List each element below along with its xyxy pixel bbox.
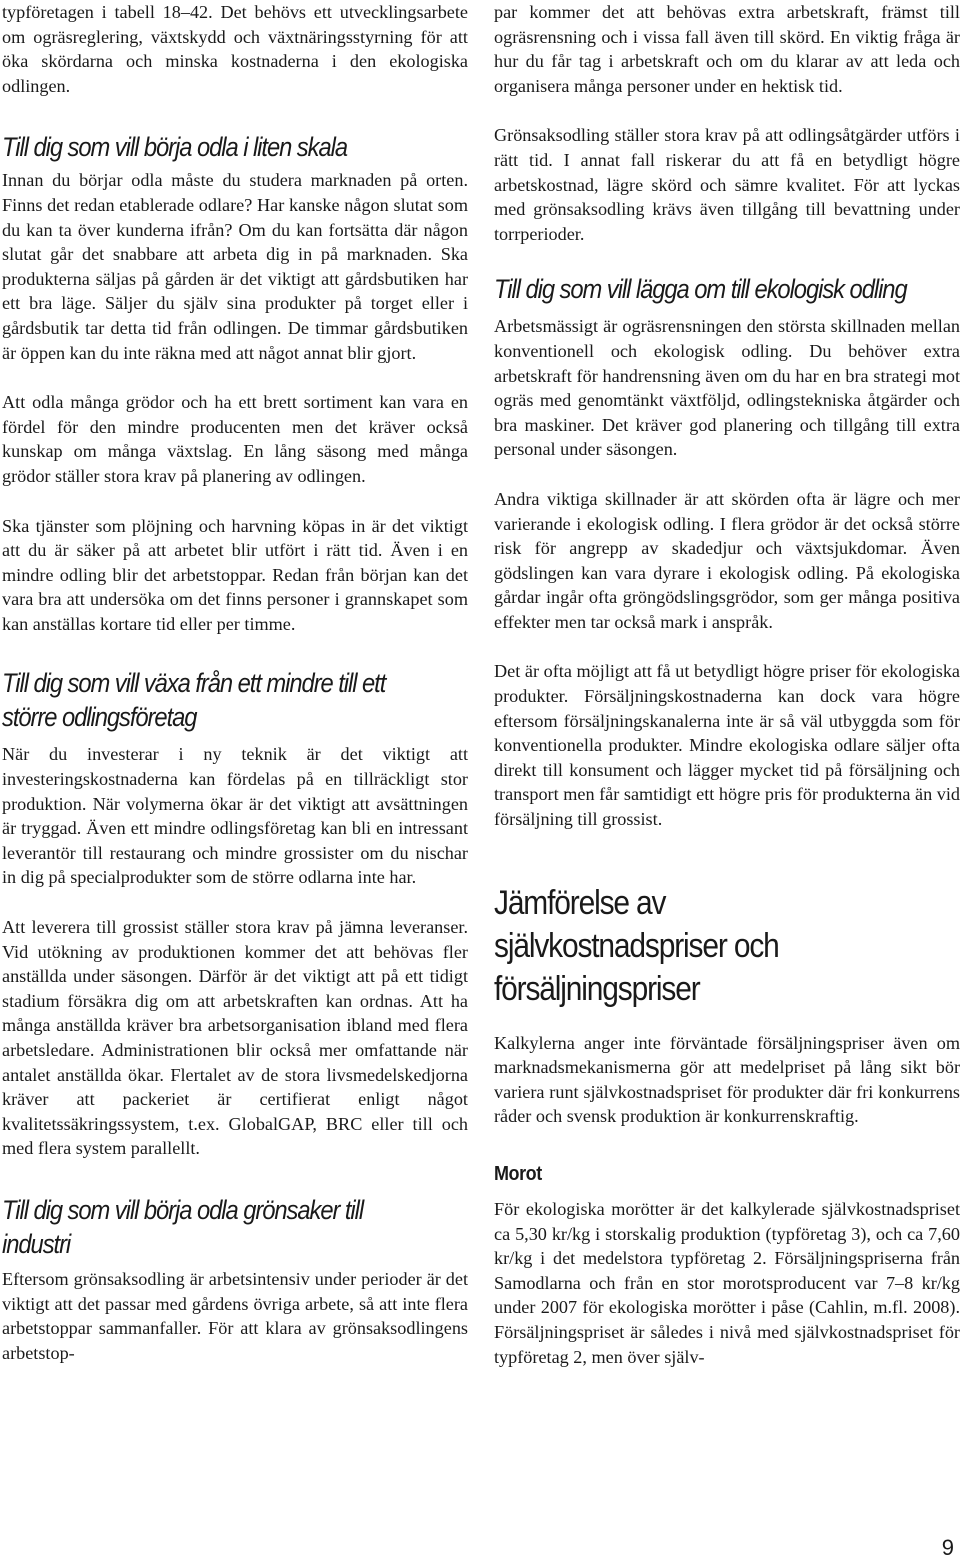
paragraph-continued: par kommer det att behövas extra arbetskraft, främst till ogräsrensning och i vissa fall även till skörd. En viktig fråga är hur du får tag i arbetskraft och om du klarar av att leda och organisera många personer under en hektisk tid. — [494, 2, 960, 96]
paragraph-continued-2: Grönsaksodling ställer stora krav på att odlingsåtgärder utförs i rätt tid. I annat fall riskerar du att få en betydligt högre arbetskostnad, lägre skörd och sämre kvalitet. För att lyckas med grönsaksodling krävs även tillgång till bevattning under torrperioder. — [494, 125, 960, 244]
paragraph-organic-3: Det är ofta möjligt att få ut betydligt högre priser för ekologiska produkter. Försäljningskostnaderna kan dock vara högre eftersom försäljningskanalerna inte är så väl utbyggda som för konventionella produkter. Mindre ekologiska odlare säljer ofta direkt till konsument och lägger mycket tid på försäljning och transport men får samtidigt ett högre pris för produkterna än vid försäljning till grossist. — [494, 661, 960, 830]
right-column — [494, 0, 960, 1369]
heading-organic: Till dig som vill lägga om till ekologisk odling — [494, 274, 907, 305]
heading-small-scale: Till dig som vill börja odla i liten skala — [2, 132, 348, 163]
paragraph-small-scale-2: Att odla många grödor och ha ett brett sortiment kan vara en fördel för den mindre producenten men det kräver också kunskap om många växtslag. En lång säsong med många grödor ställer stora krav på planering av odlingen. — [2, 392, 468, 486]
heading-comparison: Jämförelse av självkostnadspriser och försäljningspriser — [494, 883, 779, 1008]
paragraph-grow-2: Att leverera till grossist ställer stora krav på jämna leveranser. Vid utökning av produktionen kommer det att behövas fler anställda under säsongen. Därför är det viktigt att på ett tidigt stadium försäkra dig om att arbetskraften kan ordnas. Att ha många anställda kräver bra arbetsorganisation ibland med flera arbetsledare. Administrationen blir också mer omfattande när antalet anställda ökar. Flertalet av de stora livsmedelskedjorna kräver att packeriet är certifierat enligt något kvalitetssäkringssystem, t.ex. GlobalGAP, BRC eller till och med flera system parallellt. — [2, 917, 468, 1159]
heading-carrot: Morot — [494, 1163, 542, 1185]
paragraph-comparison: Kalkylerna anger inte förväntade försäljningspriser även om marknadsmekanismerna gör att medelpriset på lång sikt bör variera runt självkostnadspriset för produkter där fri konkurrens råder och svensk produktion är konkurrenskraftig. — [494, 1032, 960, 1127]
heading-industry: Till dig som vill börja odla grönsaker till industri — [2, 1194, 364, 1259]
page-number: 9 — [941, 1535, 954, 1560]
heading-grow: Till dig som vill växa från ett mindre till ett större odlingsföretag — [2, 668, 386, 733]
paragraph-intro: typföretagen i tabell 18–42. Det behövs ett utvecklingsarbete om ogräsreglering, växtskydd och växtnäringsstyrning för att öka skördarna och minska kostnaderna i den ekologiska odlingen. — [2, 2, 468, 96]
paragraph-small-scale-3: Ska tjänster som plöjning och harvning köpas in är det viktigt att du är säker på att arbetet blir utfört i rätt tid. Även i en mindre odling blir det arbetstoppar. Redan från början kan det vara bra att undersöka om det finns personer i grannskapet som kan anställas kortare tid eller per timme. — [2, 515, 468, 634]
paragraph-organic-2: Andra viktiga skillnader är att skörden ofta är lägre och mer varierande i ekologisk odling. I flera grödor är det också större risk för angrepp av skadedjur och växtsjukdomar. Även gödslingen kan vara dyrare i ekologisk odling. På ekologiska gårdar ingår ofta gröngödslingsgrödor, som ger många positiva effekter men tar också mark i anspråk. — [494, 488, 960, 632]
paragraph-grow-1: När du investerar i ny teknik är det viktigt att investeringskostnaderna kan fördelas på en tillräckligt stor produktion. När volymerna ökar är det viktigt att avsättningen är tryggad. Även ett mindre odlingsföretag kan bli en intressant leverantör till restaurang och mindre grossister om du nischar in dig på specialprodukter som de större odlarna inte har. — [2, 744, 468, 888]
paragraph-industry-1: Eftersom grönsaksodling är arbetsintensiv under perioder är det viktigt att det passar med gårdens övriga arbete, så att inte flera arbetstoppar sammanfaller. För att klara av grönsaksodlingens arbetstop- — [2, 1268, 468, 1363]
left-column — [2, 0, 468, 1365]
paragraph-organic-1: Arbetsmässigt är ogräsrensningen den största skillnaden mellan konventionell och ekologisk odling. Du behöver extra arbetskraft för handrensning även om du har en bra strategi mot ogräs med genomtänkt växtföljd, odlingstekniska åtgärder och bra maskiner. Det kräver god planering och tillgång till extra personal under säsongen. — [494, 316, 960, 460]
paragraph-small-scale-1: Innan du börjar odla måste du studera marknaden på orten. Finns det redan etablerade odlare? Har kanske någon slutat som du kan ta över kunderna ifrån? Om du kan fortsätta där någon slutat går det snabbare att arbeta dig in på marknaden. Ska produkterna säljas på gården är det viktigt att gårdsbutiken har ett bra läge. Säljer du själv sina produkter på torget eller i gårdsbutik tar detta tid från odlingen. De timmar gårdsbutiken är öppen kan du inte räkna med att något annat blir gjort. — [2, 170, 468, 363]
paragraph-carrot: För ekologiska morötter är det kalkylerade självkostnadspriset ca 5,30 kr/kg i storskalig produktion (typföretag 3), och ca 7,60 kr/kg i det medelstora typföretag 2. Försäljningspriserna från Samodlarna och från en stor morotsproducent var 7–8 kr/kg under 2007 för ekologiska morötter i påse (Cahlin, m.fl. 2008). Försäljningspriset är således i nivå med självkostnadspriset för typföretag 2, men över själv- — [494, 1199, 960, 1367]
